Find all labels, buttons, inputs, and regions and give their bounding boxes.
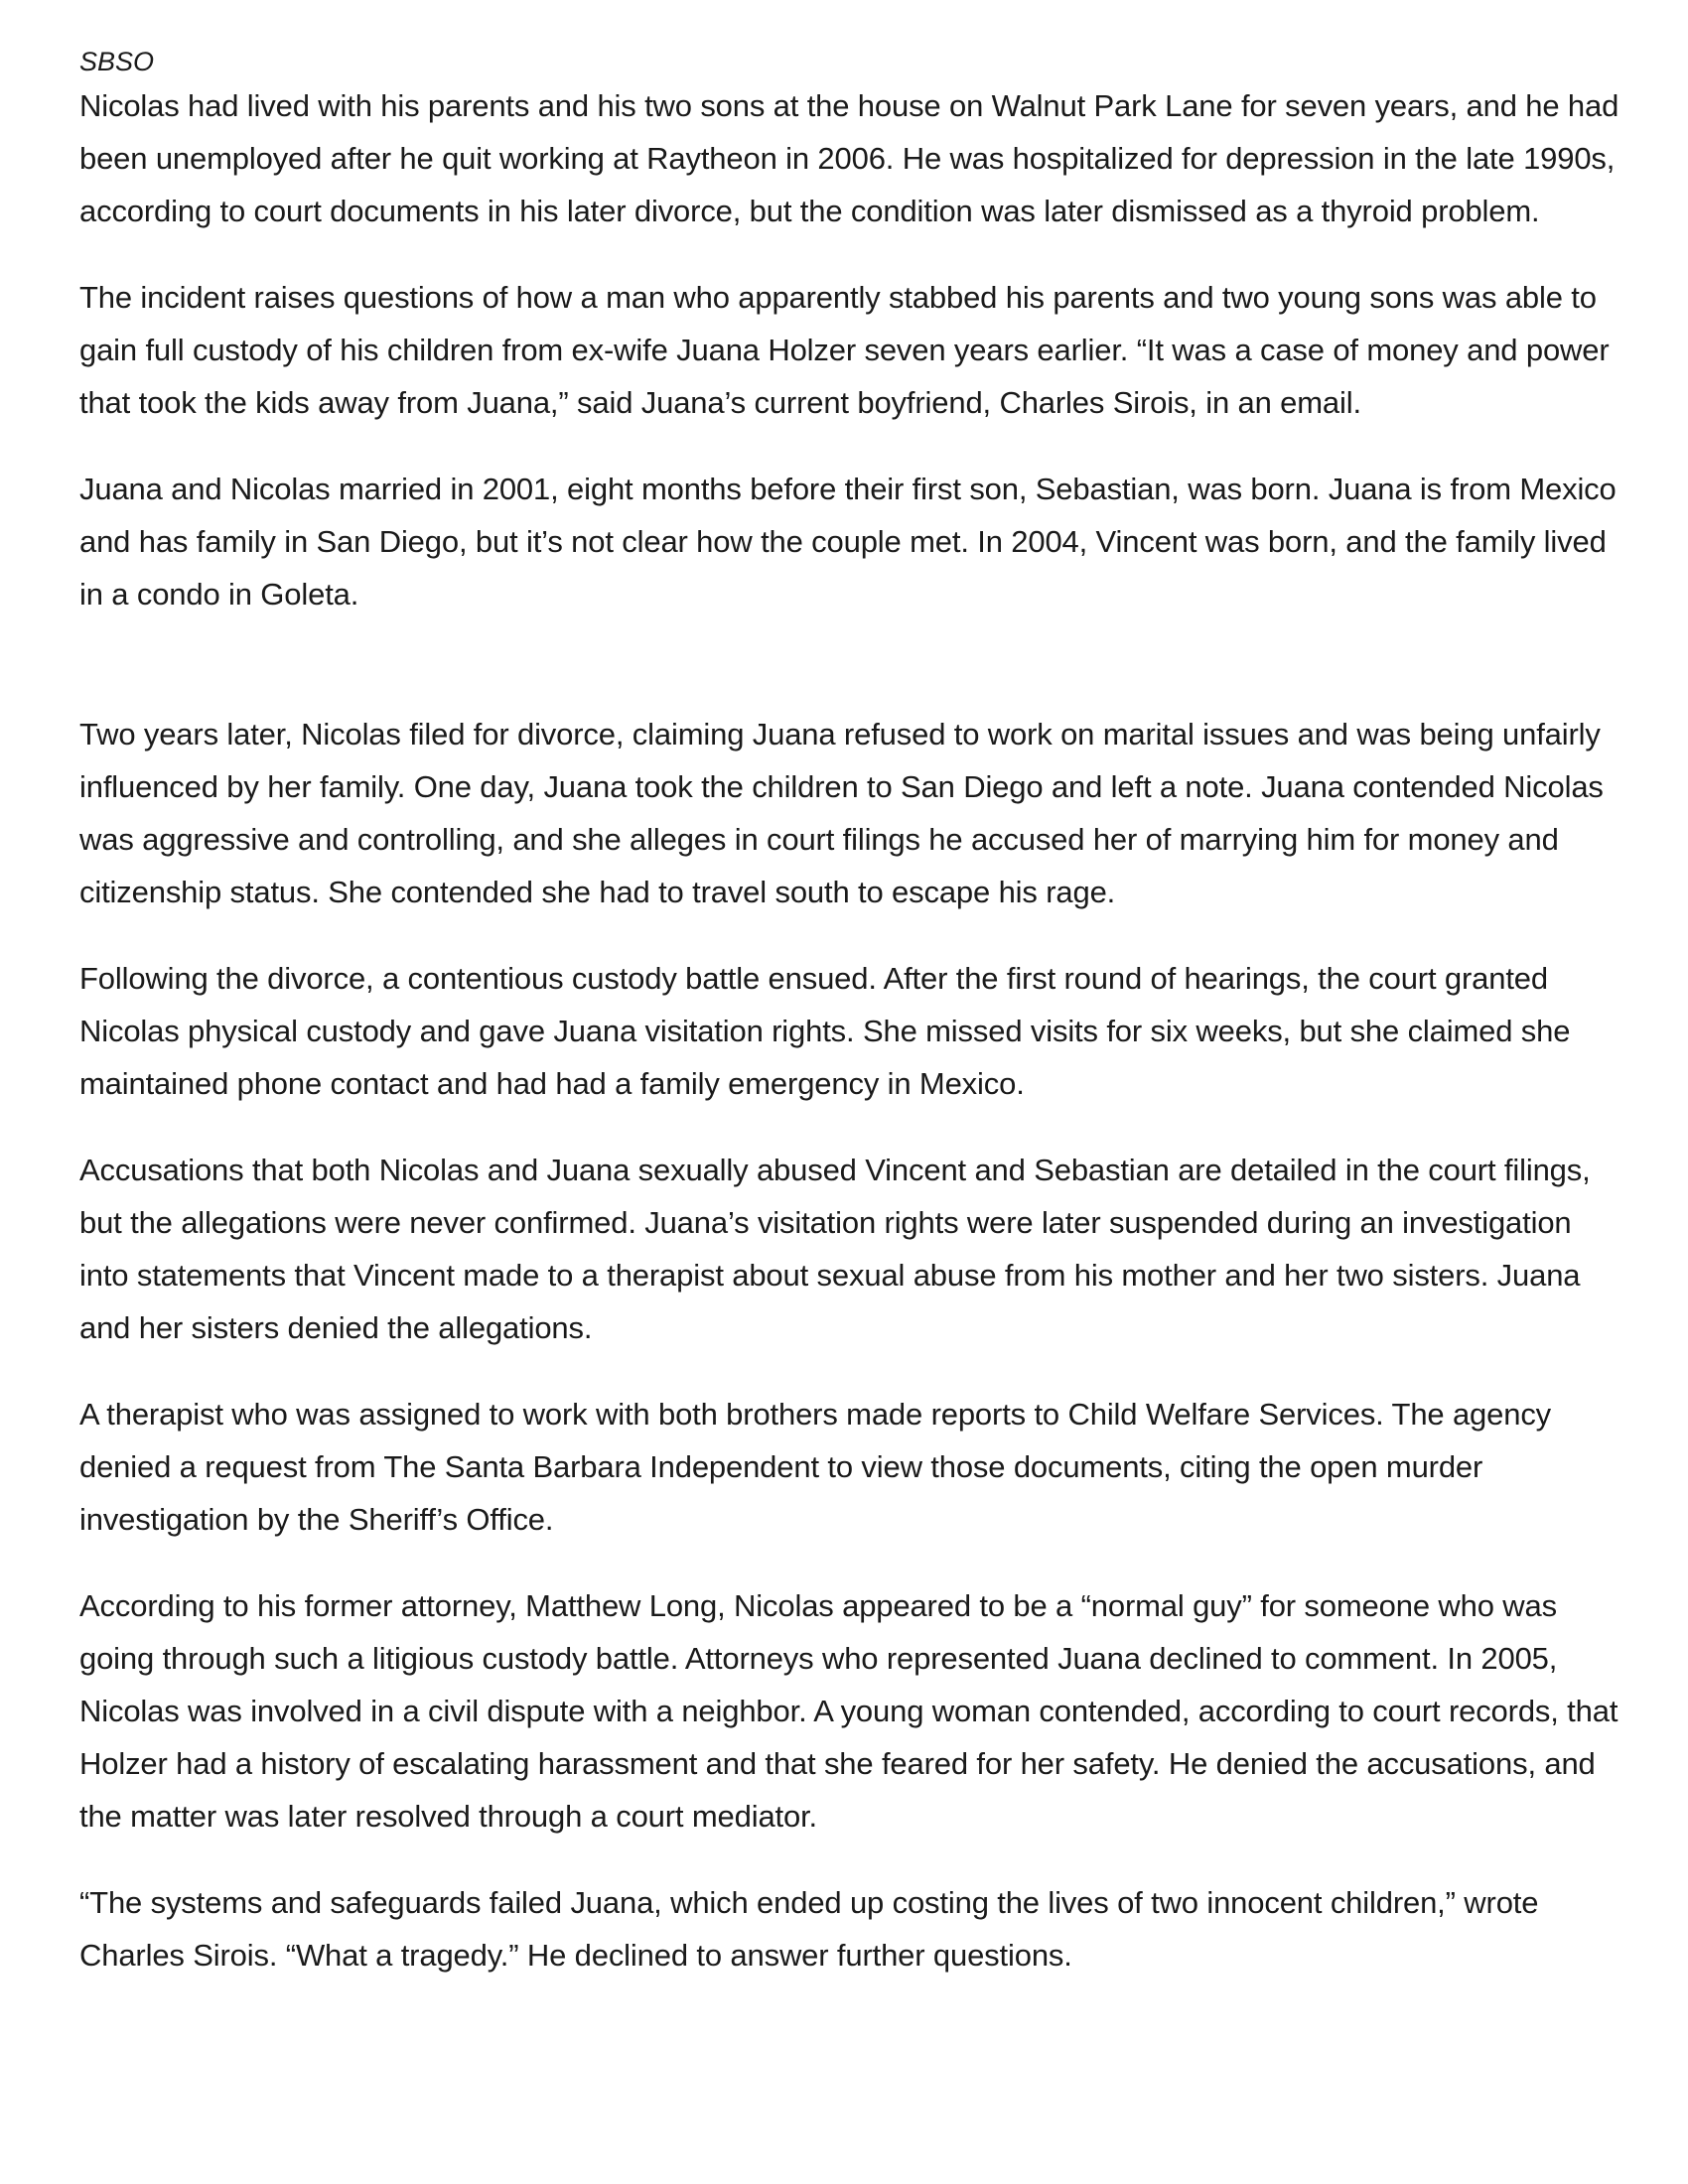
paragraph-5: Following the divorce, a contentious custody battle ensued. After the first round of hearings, the court granted Nicolas physical custody and gave Juana visitation rights. She missed visits for six weeks, but she claimed she maintained phone contact and had had a family emergency in Mexico. [79,961,1571,1101]
paragraph-9: “The systems and safeguards failed Juana, which ended up costing the lives of two innocent children,” wrote Charles Sirois. “What a tragedy.” He declined to answer further questions. [79,1885,1539,1973]
photo-credit: SBSO [79,47,155,76]
paragraph-2: The incident raises questions of how a man who apparently stabbed his parents and two young sons was able to gain full custody of his children from ex-wife Juana Holzer seven years earlier. “It was a case of money and power that took the kids away from Juana,” said Juana’s current boyfriend, Charles Sirois, in an email. [79,280,1610,420]
paragraph-6: Accusations that both Nicolas and Juana sexually abused Vincent and Sebastian are detailed in the court filings, but the allegations were never confirmed. Juana’s visitation rights were later suspended during an investigation into statements that Vincent made to a therapist about sexual abuse from his mother and her two sisters. Juana and her sisters denied the allegations. [79,1153,1591,1345]
article-page [79,44,1628,2015]
paragraph-4: Two years later, Nicolas filed for divorce, claiming Juana refused to work on marital issues and was being unfairly influenced by her family. One day, Juana took the children to San Diego and left a note. Juana contended Nicolas was aggressive and controlling, and she alleges in court filings he accused her of marrying him for money and citizenship status. She contended she had to travel south to escape his rage. [79,717,1604,909]
paragraph-1: Nicolas had lived with his parents and his two sons at the house on Walnut Park Lane for seven years, and he had been unemployed after he quit working at Raytheon in 2006. He was hospitalized for depression in the late 1990s, according to court documents in his later divorce, but the condition was later dismissed as a thyroid problem. [79,88,1619,228]
paragraph-3: Juana and Nicolas married in 2001, eight months before their first son, Sebastian, was born. Juana is from Mexico and has family in San Diego, but it’s not clear how the couple met. In 2004, Vincent was born, and the family lived in a condo in Goleta. [79,472,1617,612]
paragraph-8: According to his former attorney, Matthew Long, Nicolas appeared to be a “normal guy” for someone who was going through such a litigious custody battle. Attorneys who represented Juana declined to comment. In 2005, Nicolas was involved in a civil dispute with a neighbor. A young woman contended, according to court records, that Holzer had a history of escalating harassment and that she feared for her safety. He denied the accusations, and the matter was later resolved through a court mediator. [79,1588,1618,1834]
paragraph-7: A therapist who was assigned to work with both brothers made reports to Child Welfare Services. The agency denied a request from The Santa Barbara Independent to view those documents, citing the open murder investigation by the Sheriff’s Office. [79,1397,1552,1537]
